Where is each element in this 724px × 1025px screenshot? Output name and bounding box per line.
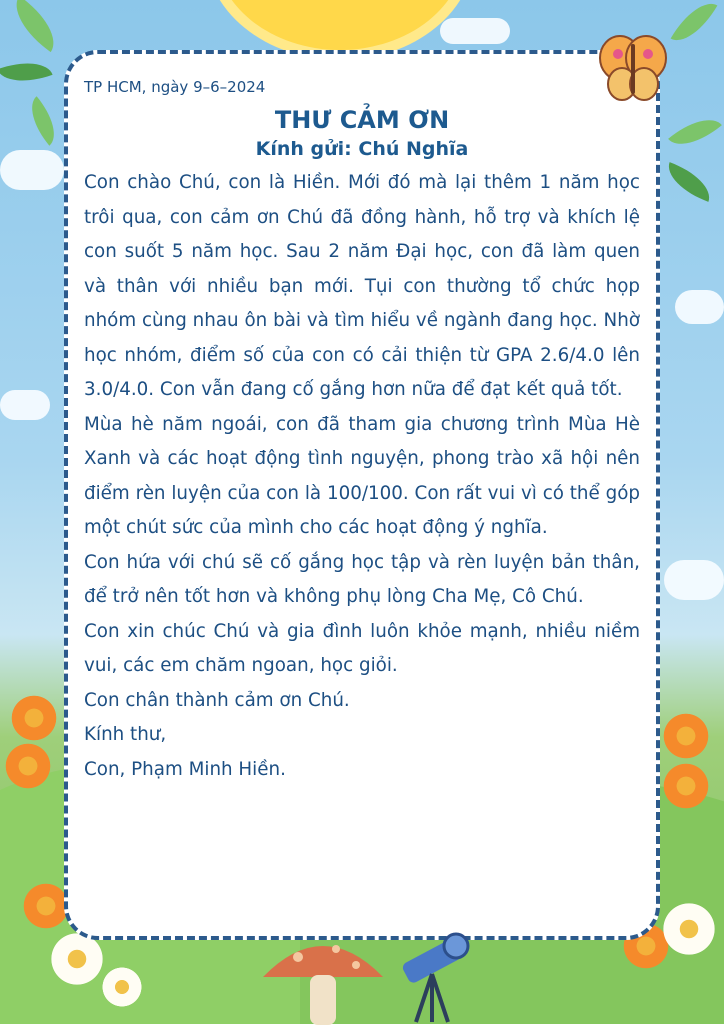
cloud-decoration <box>0 150 64 190</box>
letter-title: THƯ CẢM ƠN <box>274 106 450 134</box>
letter-paragraph: Con hứa với chú sẽ cố gắng học tập và rèn luyện bản thân, để trở nên tốt hơn và không phụ lòng Cha Mẹ, Cô Chú. <box>84 551 640 607</box>
leaf-decoration <box>661 162 716 202</box>
cloud-decoration <box>0 390 50 420</box>
flower-decoration <box>660 710 712 762</box>
thanks-line: Con chân thành cảm ơn Chú. <box>84 689 350 711</box>
telescope-decoration <box>392 930 472 1024</box>
letter-content <box>84 78 640 787</box>
leaf-decoration <box>668 107 722 158</box>
flower-decoration <box>660 760 712 812</box>
cloud-decoration <box>675 290 724 324</box>
letter-salutation: Kính gửi: Chú Nghĩa <box>255 138 469 160</box>
mushroom-decoration <box>258 925 388 1025</box>
sun-decoration <box>215 0 465 50</box>
daisy-decoration <box>100 965 144 1009</box>
closing-line: Kính thư, <box>84 724 167 745</box>
date-line: TP HCM, ngày 9–6–2024 <box>84 78 266 96</box>
cloud-decoration <box>664 560 724 600</box>
flower-decoration <box>2 740 54 792</box>
letter-paragraph: Mùa hè năm ngoái, con đã tham gia chương trình Mùa Hè Xanh và các hoạt động tình nguyện, phong trào xã hội nên điểm rèn luyện của con là 100/100. Con rất vui vì có thể góp một chút sức của mình cho các hoạt động ý nghĩa. <box>84 413 640 538</box>
flower-decoration <box>8 692 60 744</box>
signature-line: Con, Phạm Minh Hiền. <box>84 758 286 780</box>
letter-paragraph: Con chào Chú, con là Hiền. Mới đó mà lại thêm 1 năm học trôi qua, con cảm ơn Chú đã đồng hành, hỗ trợ và khích lệ con suốt 5 năm học. Sau 2 năm Đại học, con đã làm quen và thân với nhiều bạn mới. Tụi con thường tổ chức họp nhóm cùng nhau ôn bài và tìm hiểu về ngành đang học. Nhờ học nhóm, điểm số của con có cải thiện từ GPA 2.6/4.0 lên 3.0/4.0. Con vẫn đang cố gắng hơn nữa để đạt kết quả tốt. <box>84 172 640 400</box>
leaf-decoration <box>3 0 67 52</box>
leaf-decoration <box>0 52 53 92</box>
leaf-decoration <box>20 96 66 145</box>
letter-paragraph: Con xin chúc Chú và gia đình luôn khỏe mạnh, nhiều niềm vui, các em chăm ngoan, học giỏi. <box>84 620 640 676</box>
daisy-decoration <box>660 900 718 958</box>
leaf-decoration <box>671 0 718 51</box>
cloud-decoration <box>440 18 510 44</box>
